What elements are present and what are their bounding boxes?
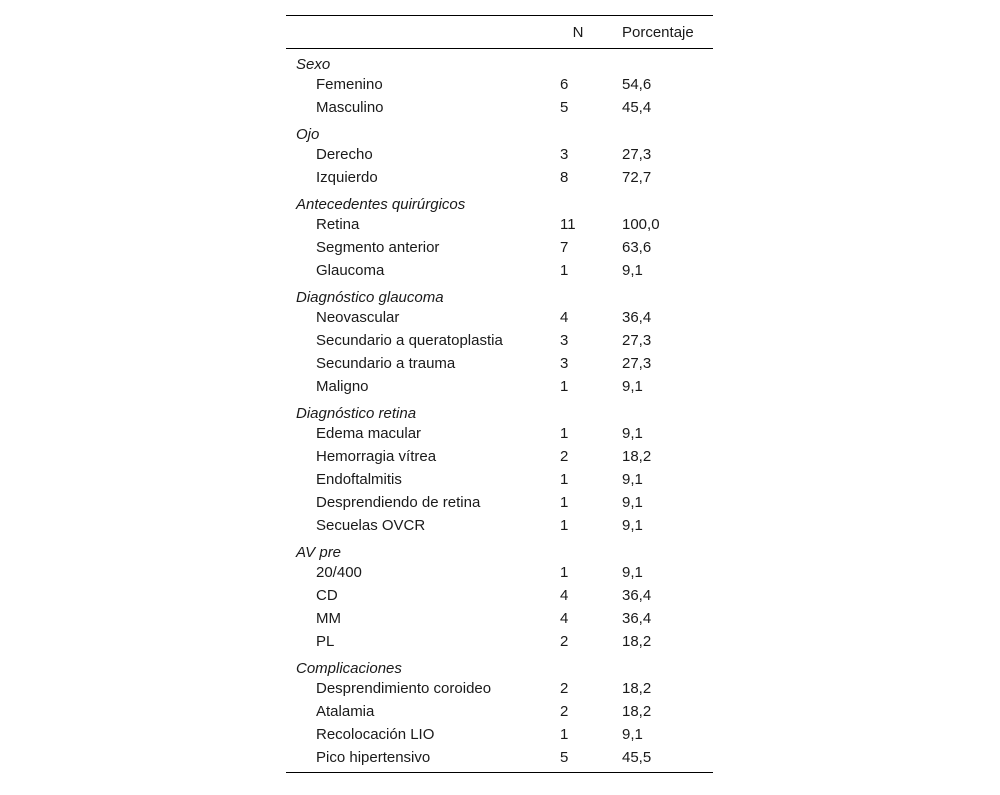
data-table xyxy=(286,15,713,773)
table-header-row xyxy=(286,16,713,49)
table-header xyxy=(286,16,713,49)
row-n-value: 1 xyxy=(560,494,569,511)
group-title: Diagnóstico retina xyxy=(296,405,417,422)
table-row xyxy=(286,166,713,189)
table-row xyxy=(286,329,713,352)
group-title: Ojo xyxy=(296,126,320,143)
row-percentage-value: 9,1 xyxy=(622,425,643,442)
row-label: Recolocación LIO xyxy=(316,726,435,743)
row-label: Glaucoma xyxy=(316,262,385,279)
row-label: PL xyxy=(316,633,335,650)
table-row xyxy=(286,491,713,514)
row-percentage-value: 63,6 xyxy=(622,239,652,256)
row-percentage-value: 36,4 xyxy=(622,587,652,604)
table-row xyxy=(286,514,713,537)
row-label: Atalamia xyxy=(316,703,375,720)
row-n-value: 1 xyxy=(560,471,569,488)
row-percentage-value: 18,2 xyxy=(622,448,652,465)
row-n-value: 4 xyxy=(560,610,569,627)
row-label: Neovascular xyxy=(316,309,400,326)
row-n-value: 1 xyxy=(560,262,569,279)
row-n-value: 2 xyxy=(560,703,569,720)
row-n-value: 7 xyxy=(560,239,569,256)
row-label: Endoftalmitis xyxy=(316,471,402,488)
row-percentage-value: 18,2 xyxy=(622,703,652,720)
row-n-value: 4 xyxy=(560,309,569,326)
row-label: MM xyxy=(316,610,341,627)
row-label: CD xyxy=(316,587,338,604)
row-percentage-value: 36,4 xyxy=(622,309,652,326)
row-percentage-value: 45,4 xyxy=(622,99,652,116)
group-title: Diagnóstico glaucoma xyxy=(296,289,444,306)
row-n-value: 1 xyxy=(560,425,569,442)
group-row xyxy=(286,189,713,213)
table-row xyxy=(286,236,713,259)
row-n-value: 2 xyxy=(560,448,569,465)
row-percentage-value: 18,2 xyxy=(622,680,652,697)
row-label: Derecho xyxy=(316,146,373,163)
table-row xyxy=(286,96,713,119)
row-percentage-value: 9,1 xyxy=(622,494,643,511)
data-table-container xyxy=(286,15,713,773)
group-title: Sexo xyxy=(296,56,331,73)
row-label: Maligno xyxy=(316,378,369,395)
row-n-value: 3 xyxy=(560,355,569,372)
row-n-value: 1 xyxy=(560,517,569,534)
row-n-value: 1 xyxy=(560,564,569,581)
row-label: Secundario a queratoplastia xyxy=(316,332,503,349)
table-row xyxy=(286,375,713,398)
table-row xyxy=(286,73,713,96)
row-label: Hemorragia vítrea xyxy=(316,448,437,465)
row-percentage-value: 27,3 xyxy=(622,146,652,163)
row-label: Pico hipertensivo xyxy=(316,749,431,766)
row-n-value: 11 xyxy=(560,216,576,233)
row-n-value: 2 xyxy=(560,680,569,697)
table-row xyxy=(286,630,713,653)
row-n-value: 6 xyxy=(560,76,569,93)
group-title: Antecedentes quirúrgicos xyxy=(296,196,466,213)
row-percentage-value: 45,5 xyxy=(622,749,652,766)
row-n-value: 5 xyxy=(560,749,569,766)
row-n-value: 3 xyxy=(560,146,569,163)
row-label: Masculino xyxy=(316,99,384,116)
table-row xyxy=(286,259,713,282)
row-n-value: 4 xyxy=(560,587,569,604)
row-label: Edema macular xyxy=(316,425,422,442)
row-n-value: 5 xyxy=(560,99,569,116)
row-percentage-value: 36,4 xyxy=(622,610,652,627)
row-percentage-value: 9,1 xyxy=(622,564,643,581)
header-percentage: Porcentaje xyxy=(622,23,694,41)
group-row xyxy=(286,537,713,561)
group-row xyxy=(286,119,713,143)
row-percentage-value: 72,7 xyxy=(622,169,652,186)
header-n xyxy=(560,16,622,49)
table-row xyxy=(286,561,713,584)
row-label: Segmento anterior xyxy=(316,239,440,256)
table-body xyxy=(286,49,713,773)
header-label xyxy=(286,16,560,49)
table-row xyxy=(286,723,713,746)
row-label: Femenino xyxy=(316,76,383,93)
row-percentage-value: 27,3 xyxy=(622,332,652,349)
table-row xyxy=(286,422,713,445)
row-n-value: 8 xyxy=(560,169,569,186)
table-row xyxy=(286,746,713,773)
group-title: Complicaciones xyxy=(296,660,402,677)
row-n-value: 2 xyxy=(560,633,569,650)
row-label: Retina xyxy=(316,216,360,233)
group-title: AV pre xyxy=(296,544,342,561)
group-row xyxy=(286,653,713,677)
group-row xyxy=(286,49,713,74)
table-row xyxy=(286,306,713,329)
table-row xyxy=(286,700,713,723)
row-percentage-value: 9,1 xyxy=(622,726,643,743)
header-n-text: N xyxy=(572,23,584,41)
table-row xyxy=(286,677,713,700)
row-label: Secundario a trauma xyxy=(316,355,456,372)
row-label: Desprendiendo de retina xyxy=(316,494,481,511)
table-row xyxy=(286,352,713,375)
group-row xyxy=(286,282,713,306)
table-row xyxy=(286,213,713,236)
group-row xyxy=(286,398,713,422)
row-label: Secuelas OVCR xyxy=(316,517,426,534)
table-row xyxy=(286,607,713,630)
row-n-value: 1 xyxy=(560,378,569,395)
row-percentage-value: 9,1 xyxy=(622,378,643,395)
row-n-value: 3 xyxy=(560,332,569,349)
row-label: Izquierdo xyxy=(316,169,378,186)
row-n-value: 1 xyxy=(560,726,569,743)
row-percentage-value: 27,3 xyxy=(622,355,652,372)
table-row xyxy=(286,584,713,607)
table-row xyxy=(286,468,713,491)
row-percentage-value: 9,1 xyxy=(622,517,643,534)
row-percentage-value: 100,0 xyxy=(622,216,660,233)
row-label: Desprendimiento coroideo xyxy=(316,680,492,697)
row-percentage-value: 18,2 xyxy=(622,633,652,650)
table-row xyxy=(286,445,713,468)
row-label: 20/400 xyxy=(316,564,362,581)
row-percentage-value: 9,1 xyxy=(622,262,643,279)
row-percentage-value: 9,1 xyxy=(622,471,643,488)
row-percentage-value: 54,6 xyxy=(622,76,652,93)
table-row xyxy=(286,143,713,166)
